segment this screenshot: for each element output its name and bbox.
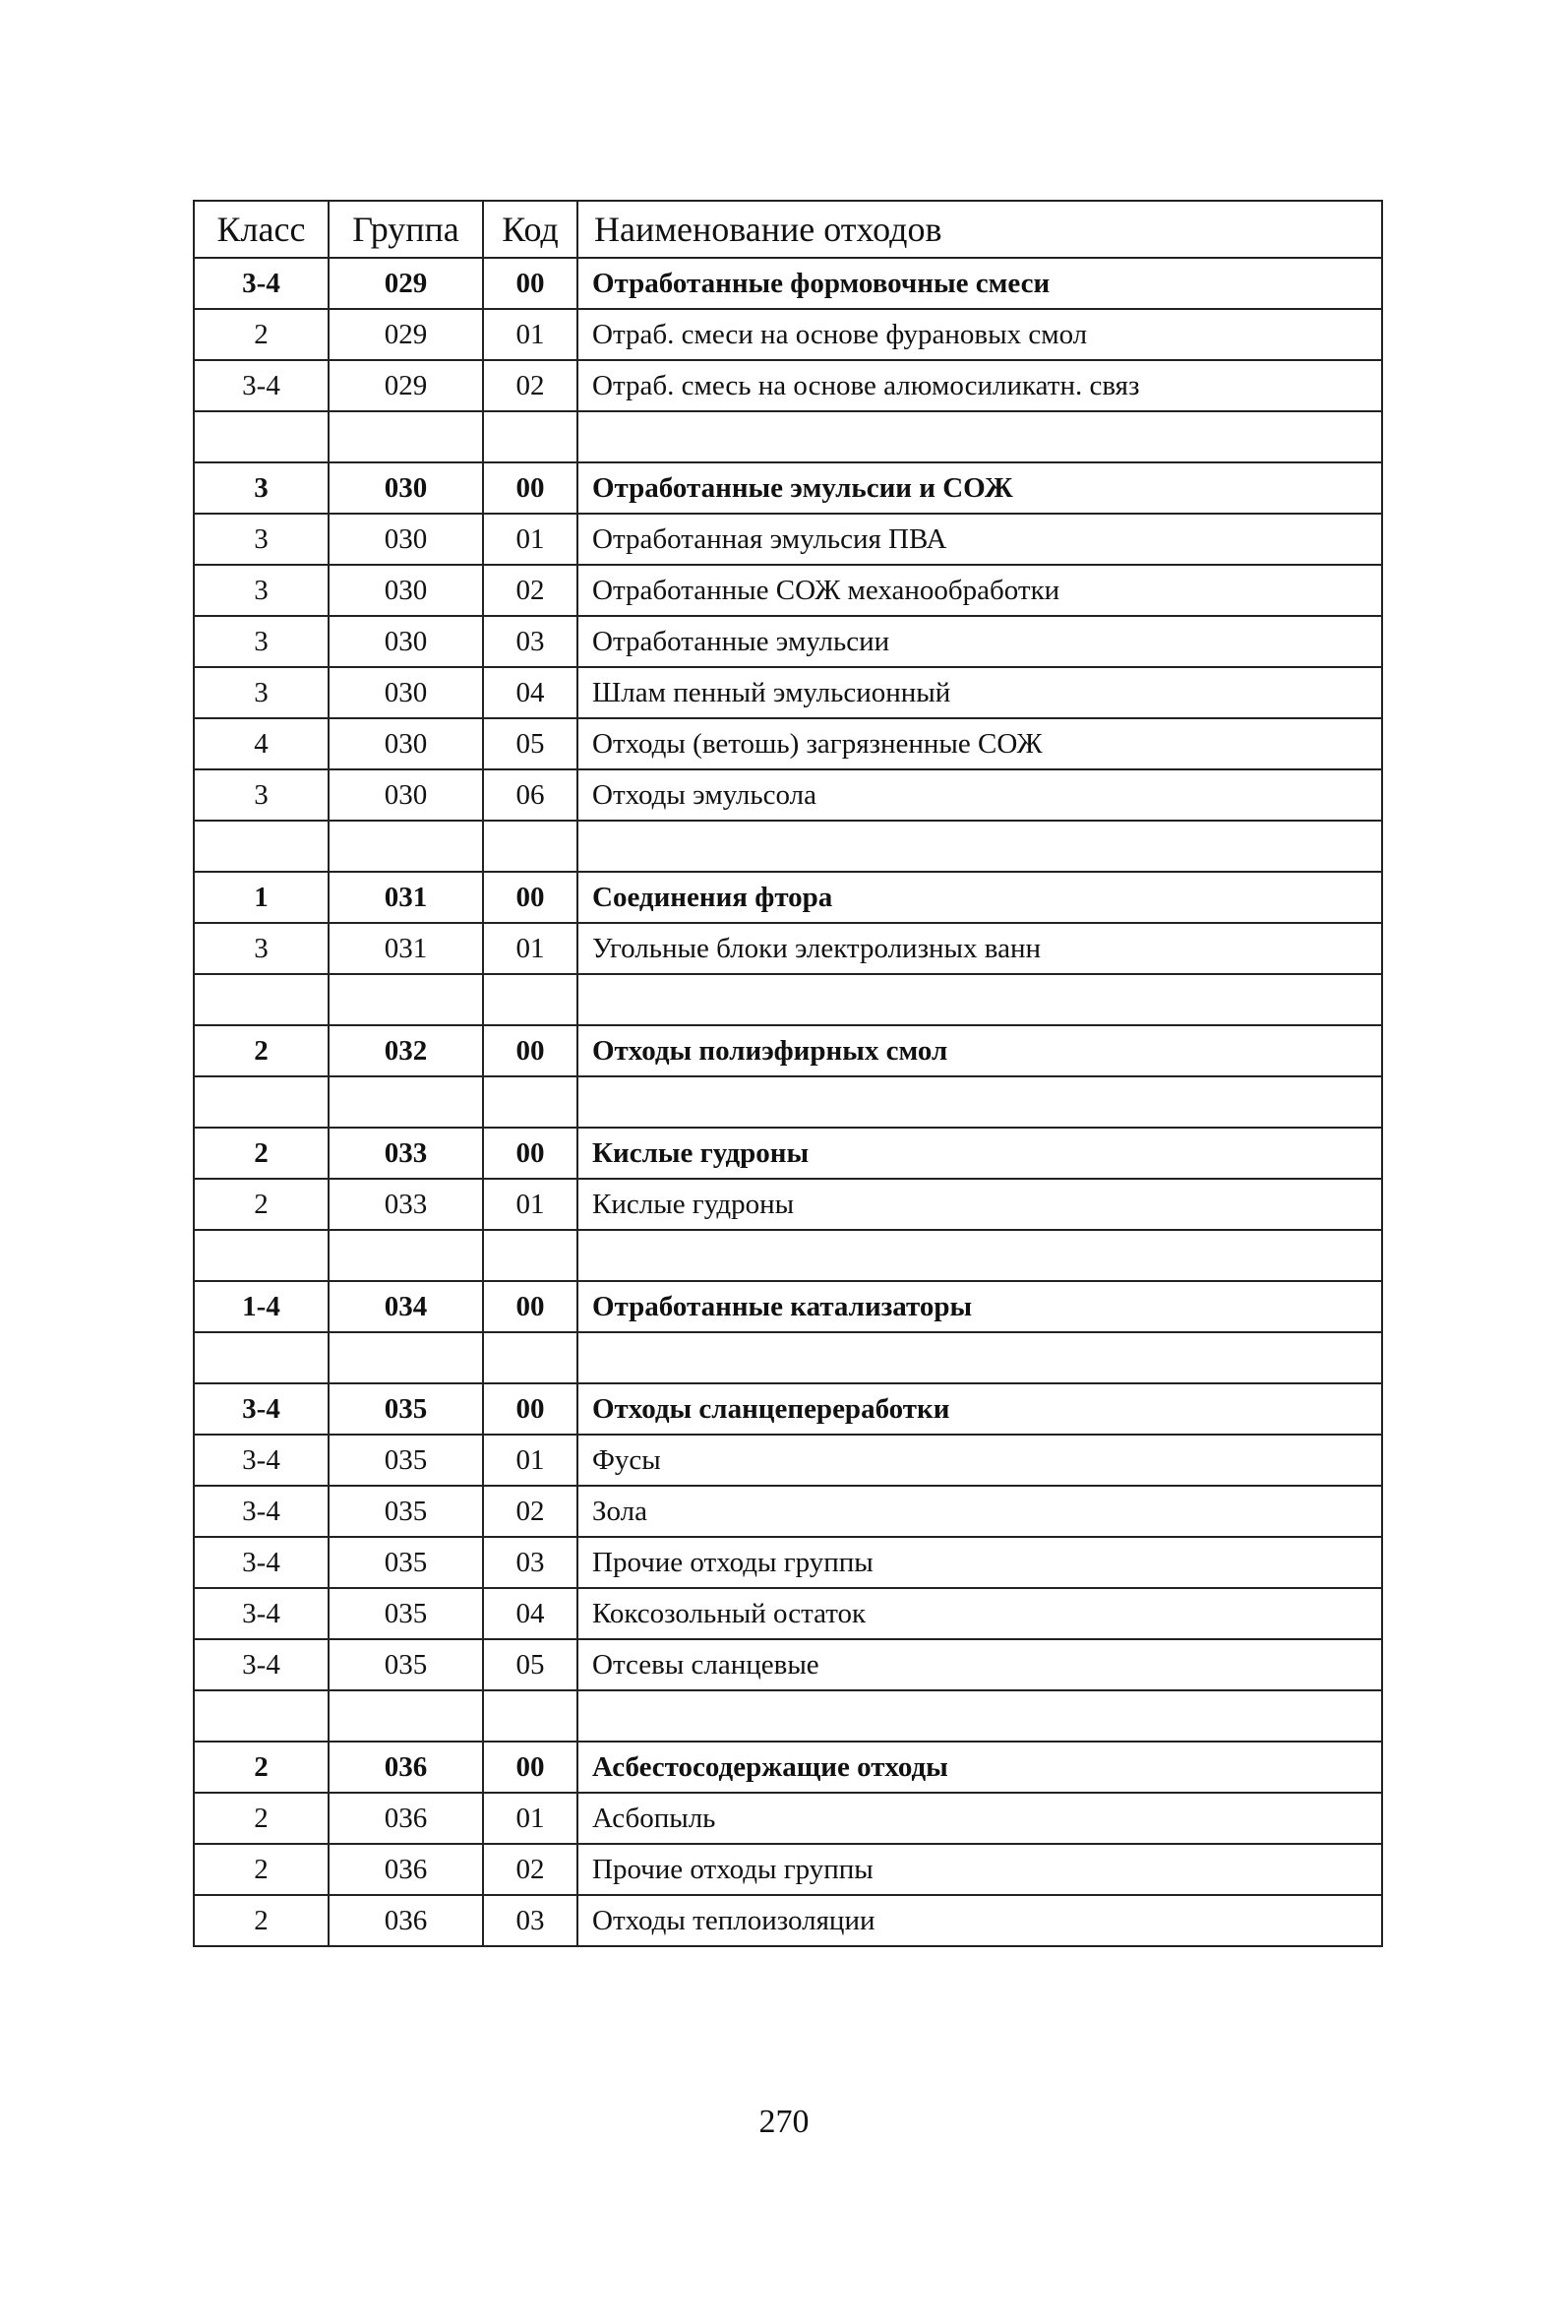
cell-empty [483, 821, 577, 872]
cell-empty [483, 1076, 577, 1128]
cell-empty [329, 1230, 483, 1281]
table-row [194, 923, 1382, 974]
cell-group: 033 [329, 1128, 483, 1179]
table-row-blank [194, 821, 1382, 872]
cell-class: 3 [194, 667, 329, 718]
cell-group: 030 [329, 769, 483, 821]
cell-group: 035 [329, 1383, 483, 1435]
cell-code: 01 [483, 309, 577, 360]
cell-class: 3-4 [194, 1383, 329, 1435]
cell-code: 03 [483, 616, 577, 667]
cell-name: Соединения фтора [577, 872, 1382, 923]
header-code: Код [483, 201, 577, 258]
cell-class: 3-4 [194, 360, 329, 411]
table-row [194, 1844, 1382, 1895]
cell-name: Отработанные эмульсии и СОЖ [577, 462, 1382, 514]
cell-class: 2 [194, 1844, 329, 1895]
cell-class: 3 [194, 514, 329, 565]
cell-code: 00 [483, 1742, 577, 1793]
cell-code: 04 [483, 1588, 577, 1639]
cell-group: 036 [329, 1844, 483, 1895]
table-row-group-heading [194, 1281, 1382, 1332]
cell-group: 035 [329, 1588, 483, 1639]
cell-class: 2 [194, 1793, 329, 1844]
cell-class: 3-4 [194, 1588, 329, 1639]
table-header-row [194, 201, 1382, 258]
cell-code: 01 [483, 514, 577, 565]
cell-empty [194, 411, 329, 462]
cell-code: 05 [483, 1639, 577, 1690]
cell-group: 030 [329, 616, 483, 667]
cell-empty [194, 1230, 329, 1281]
table-row [194, 1179, 1382, 1230]
cell-class: 3-4 [194, 1639, 329, 1690]
table-row [194, 360, 1382, 411]
cell-empty [483, 1230, 577, 1281]
cell-name: Угольные блоки электролизных ванн [577, 923, 1382, 974]
cell-name: Отработанные эмульсии [577, 616, 1382, 667]
cell-name: Асбестосодержащие отходы [577, 1742, 1382, 1793]
table-row [194, 1537, 1382, 1588]
table-row [194, 1895, 1382, 1946]
table-row-group-heading [194, 872, 1382, 923]
cell-empty [329, 974, 483, 1025]
header-class: Класс [194, 201, 329, 258]
cell-group: 035 [329, 1639, 483, 1690]
cell-group: 030 [329, 667, 483, 718]
table-row-group-heading [194, 1128, 1382, 1179]
cell-group: 030 [329, 718, 483, 769]
cell-empty [194, 821, 329, 872]
cell-group: 036 [329, 1742, 483, 1793]
cell-name: Отработанные формовочные смеси [577, 258, 1382, 309]
cell-code: 00 [483, 1025, 577, 1076]
cell-empty [577, 821, 1382, 872]
table-row [194, 309, 1382, 360]
cell-name: Шлам пенный эмульсионный [577, 667, 1382, 718]
cell-code: 00 [483, 1281, 577, 1332]
header-name: Наименование отходов [577, 201, 1382, 258]
cell-group: 029 [329, 360, 483, 411]
cell-name: Отраб. смеси на основе фурановых смол [577, 309, 1382, 360]
cell-group: 031 [329, 923, 483, 974]
cell-group: 029 [329, 309, 483, 360]
cell-code: 00 [483, 462, 577, 514]
cell-group: 033 [329, 1179, 483, 1230]
cell-group: 030 [329, 514, 483, 565]
table-body [194, 201, 1382, 1946]
cell-code: 01 [483, 1435, 577, 1486]
table-row-group-heading [194, 1383, 1382, 1435]
cell-code: 00 [483, 258, 577, 309]
cell-code: 02 [483, 1844, 577, 1895]
table-row-group-heading [194, 1742, 1382, 1793]
table-row-blank [194, 974, 1382, 1025]
cell-group: 030 [329, 565, 483, 616]
table-row-group-heading [194, 1025, 1382, 1076]
cell-group: 036 [329, 1895, 483, 1946]
cell-group: 035 [329, 1486, 483, 1537]
cell-class: 3-4 [194, 1486, 329, 1537]
cell-empty [329, 821, 483, 872]
cell-name: Прочие отходы группы [577, 1537, 1382, 1588]
cell-name: Зола [577, 1486, 1382, 1537]
cell-class: 3-4 [194, 1435, 329, 1486]
cell-class: 2 [194, 1128, 329, 1179]
table-row [194, 1435, 1382, 1486]
cell-class: 3-4 [194, 258, 329, 309]
cell-empty [194, 1332, 329, 1383]
cell-class: 1-4 [194, 1281, 329, 1332]
cell-class: 3 [194, 616, 329, 667]
table-row-group-heading [194, 462, 1382, 514]
cell-group: 030 [329, 462, 483, 514]
cell-code: 04 [483, 667, 577, 718]
cell-name: Кислые гудроны [577, 1128, 1382, 1179]
header-group: Группа [329, 201, 483, 258]
cell-empty [577, 1332, 1382, 1383]
cell-code: 00 [483, 1383, 577, 1435]
cell-class: 3 [194, 923, 329, 974]
cell-name: Коксозольный остаток [577, 1588, 1382, 1639]
cell-code: 02 [483, 565, 577, 616]
table-row-blank [194, 411, 1382, 462]
cell-name: Отраб. смесь на основе алюмосиликатн. связ [577, 360, 1382, 411]
cell-name: Отходы сланцепереработки [577, 1383, 1382, 1435]
cell-class: 2 [194, 1742, 329, 1793]
table-row [194, 718, 1382, 769]
table-row [194, 1486, 1382, 1537]
cell-group: 035 [329, 1537, 483, 1588]
cell-empty [194, 974, 329, 1025]
cell-class: 3 [194, 565, 329, 616]
table-row-blank [194, 1690, 1382, 1742]
cell-empty [483, 1332, 577, 1383]
cell-name: Отработанные катализаторы [577, 1281, 1382, 1332]
cell-empty [329, 411, 483, 462]
cell-code: 01 [483, 1793, 577, 1844]
cell-code: 02 [483, 360, 577, 411]
cell-class: 3 [194, 462, 329, 514]
cell-class: 1 [194, 872, 329, 923]
cell-empty [577, 1076, 1382, 1128]
waste-classification-table [193, 200, 1383, 1947]
table-row [194, 1639, 1382, 1690]
cell-group: 032 [329, 1025, 483, 1076]
cell-empty [483, 411, 577, 462]
cell-name: Кислые гудроны [577, 1179, 1382, 1230]
cell-code: 01 [483, 1179, 577, 1230]
table-row [194, 1793, 1382, 1844]
cell-code: 05 [483, 718, 577, 769]
table-row-blank [194, 1332, 1382, 1383]
cell-class: 3 [194, 769, 329, 821]
cell-empty [194, 1690, 329, 1742]
cell-group: 035 [329, 1435, 483, 1486]
cell-empty [329, 1076, 483, 1128]
table-row [194, 565, 1382, 616]
cell-class: 2 [194, 1179, 329, 1230]
cell-empty [194, 1076, 329, 1128]
cell-code: 00 [483, 1128, 577, 1179]
cell-group: 029 [329, 258, 483, 309]
cell-code: 00 [483, 872, 577, 923]
cell-name: Отработанные СОЖ механообработки [577, 565, 1382, 616]
cell-name: Прочие отходы группы [577, 1844, 1382, 1895]
cell-code: 01 [483, 923, 577, 974]
cell-empty [577, 411, 1382, 462]
cell-empty [329, 1690, 483, 1742]
cell-name: Асбопыль [577, 1793, 1382, 1844]
table-row [194, 616, 1382, 667]
cell-class: 2 [194, 1895, 329, 1946]
cell-code: 03 [483, 1537, 577, 1588]
cell-name: Отходы полиэфирных смол [577, 1025, 1382, 1076]
cell-class: 2 [194, 1025, 329, 1076]
cell-name: Отсевы сланцевые [577, 1639, 1382, 1690]
cell-code: 03 [483, 1895, 577, 1946]
cell-empty [577, 1230, 1382, 1281]
cell-class: 4 [194, 718, 329, 769]
cell-name: Фусы [577, 1435, 1382, 1486]
table-row-group-heading [194, 258, 1382, 309]
cell-name: Отходы эмульсола [577, 769, 1382, 821]
cell-empty [577, 974, 1382, 1025]
page-number: 270 [758, 2104, 810, 2140]
cell-group: 036 [329, 1793, 483, 1844]
table-row [194, 769, 1382, 821]
cell-group: 034 [329, 1281, 483, 1332]
table-row [194, 667, 1382, 718]
cell-empty [483, 1690, 577, 1742]
cell-group: 031 [329, 872, 483, 923]
cell-name: Отработанная эмульсия ПВА [577, 514, 1382, 565]
cell-class: 2 [194, 309, 329, 360]
waste-classification-table-container [193, 200, 1381, 1947]
cell-empty [577, 1690, 1382, 1742]
table-row [194, 514, 1382, 565]
cell-class: 3-4 [194, 1537, 329, 1588]
cell-name: Отходы (ветошь) загрязненные СОЖ [577, 718, 1382, 769]
cell-code: 02 [483, 1486, 577, 1537]
cell-name: Отходы теплоизоляции [577, 1895, 1382, 1946]
table-row-blank [194, 1076, 1382, 1128]
table-row [194, 1588, 1382, 1639]
cell-code: 06 [483, 769, 577, 821]
table-row-blank [194, 1230, 1382, 1281]
cell-empty [329, 1332, 483, 1383]
cell-empty [483, 974, 577, 1025]
